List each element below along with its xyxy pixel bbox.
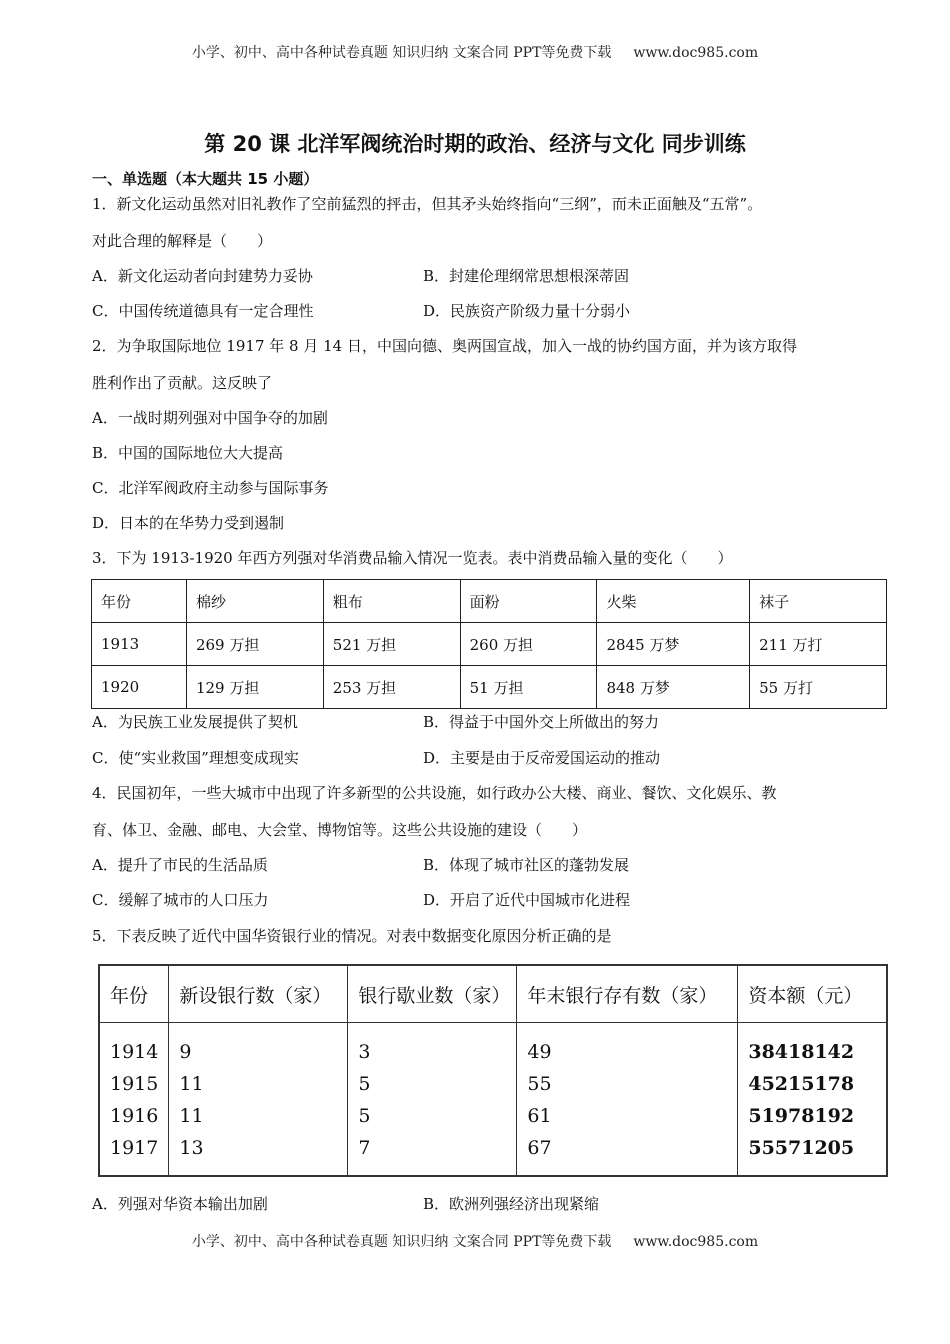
table-row bbox=[99, 1100, 887, 1132]
table-cell: 5 bbox=[348, 1100, 517, 1132]
table-cell: 67 bbox=[517, 1132, 738, 1176]
table-cell: 1916 bbox=[99, 1100, 169, 1132]
q2-option-d: D．日本的在华势力受到遏制 bbox=[92, 514, 285, 532]
table-cell: 45215178 bbox=[748, 1073, 855, 1095]
q3-table bbox=[91, 579, 887, 709]
page-header bbox=[0, 42, 950, 62]
table-cell: 55571205 bbox=[748, 1137, 855, 1159]
table-cell: 61 bbox=[517, 1100, 738, 1132]
table-header-cell: 年份 bbox=[99, 965, 169, 1023]
table-cell: 1914 bbox=[99, 1023, 169, 1069]
page-footer bbox=[0, 1231, 950, 1251]
table-cell: 129 万担 bbox=[186, 666, 323, 709]
table-cell: 11 bbox=[169, 1068, 348, 1100]
table-cell: 1917 bbox=[99, 1132, 169, 1176]
q1-stem: 1．新文化运动虽然对旧礼教作了空前猛烈的抨击，但其矛头始终指向“三纲”，而未正面触及“五常”。 bbox=[92, 195, 763, 213]
q1-stem-cont: 对此合理的解释是（ ） bbox=[92, 232, 273, 250]
table-header-row bbox=[99, 965, 887, 1023]
q3-option-b: B．得益于中国外交上所做出的努力 bbox=[423, 713, 660, 731]
header-text: 小学、初中、高中各种试卷真题 知识归纳 文案合同 PPT等免费下载 bbox=[191, 45, 612, 61]
table-cell: 2845 万梦 bbox=[597, 623, 750, 666]
table-header-cell: 火柴 bbox=[597, 580, 750, 623]
table-cell: 211 万打 bbox=[750, 623, 887, 666]
table-header-cell: 袜子 bbox=[750, 580, 887, 623]
table-row bbox=[92, 623, 887, 666]
table-cell: 51 万担 bbox=[460, 666, 597, 709]
table-header-cell: 粗布 bbox=[323, 580, 460, 623]
table-header-cell: 资本额（元） bbox=[738, 965, 887, 1023]
footer-url[interactable]: www.doc985.com bbox=[633, 1234, 759, 1250]
table-cell: 260 万担 bbox=[460, 623, 597, 666]
q4-option-c: C．缓解了城市的人口压力 bbox=[92, 891, 269, 909]
q1-option-c: C．中国传统道德具有一定合理性 bbox=[92, 302, 314, 320]
q2-stem-cont: 胜利作出了贡献。这反映了 bbox=[92, 374, 273, 392]
q5-stem: 5．下表反映了近代中国华资银行业的情况。对表中数据变化原因分析正确的是 bbox=[92, 927, 612, 945]
page-title: 第 20 课 北洋军阀统治时期的政治、经济与文化 同步训练 bbox=[204, 132, 746, 156]
table-row bbox=[99, 1068, 887, 1100]
table-row bbox=[99, 1132, 887, 1176]
table-row bbox=[92, 666, 887, 709]
q3-option-c: C．使“实业救国”理想变成现实 bbox=[92, 749, 299, 767]
q4-option-b: B．体现了城市社区的蓬勃发展 bbox=[423, 856, 630, 874]
table-cell: 11 bbox=[169, 1100, 348, 1132]
section-heading: 一、单选题（本大题共 15 小题） bbox=[92, 170, 319, 188]
q3-option-a: A．为民族工业发展提供了契机 bbox=[92, 713, 298, 731]
q5-table-image bbox=[98, 964, 888, 1177]
table-cell: 49 bbox=[517, 1023, 738, 1069]
q4-option-a: A．提升了市民的生活品质 bbox=[92, 856, 268, 874]
q2-option-a: A．一战时期列强对中国争夺的加剧 bbox=[92, 409, 328, 427]
table-cell: 1913 bbox=[92, 623, 187, 666]
footer-text: 小学、初中、高中各种试卷真题 知识归纳 文案合同 PPT等免费下载 bbox=[191, 1234, 612, 1250]
table-header-row bbox=[92, 580, 887, 623]
q1-option-a: A．新文化运动者向封建势力妥协 bbox=[92, 267, 313, 285]
table-header-cell: 面粉 bbox=[460, 580, 597, 623]
table-cell: 51978192 bbox=[748, 1105, 855, 1127]
table-cell: 1915 bbox=[99, 1068, 169, 1100]
table-cell: 9 bbox=[169, 1023, 348, 1069]
q3-option-d: D．主要是由于反帝爱国运动的推动 bbox=[423, 749, 661, 767]
q1-option-b: B．封建伦理纲常思想根深蒂固 bbox=[423, 267, 630, 285]
table-cell: 7 bbox=[348, 1132, 517, 1176]
table-cell: 5 bbox=[348, 1068, 517, 1100]
q3-stem: 3．下为 1913-1920 年西方列强对华消费品输入情况一览表。表中消费品输入量的变化（ ） bbox=[92, 549, 733, 567]
table-header-cell: 年末银行存有数（家） bbox=[517, 965, 738, 1023]
q4-stem-cont: 育、体卫、金融、邮电、大会堂、博物馆等。这些公共设施的建设（ ） bbox=[92, 821, 588, 839]
q5-option-a: A．列强对华资本输出加剧 bbox=[92, 1195, 268, 1213]
q4-option-d: D．开启了近代中国城市化进程 bbox=[423, 891, 631, 909]
table-cell: 55 万打 bbox=[750, 666, 887, 709]
table-cell: 848 万梦 bbox=[597, 666, 750, 709]
table-cell: 1920 bbox=[92, 666, 187, 709]
table-cell: 38418142 bbox=[748, 1041, 855, 1063]
table-cell: 13 bbox=[169, 1132, 348, 1176]
table-header-cell: 新设银行数（家） bbox=[169, 965, 348, 1023]
table-header-cell: 年份 bbox=[92, 580, 187, 623]
table-header-cell: 银行歇业数（家） bbox=[348, 965, 517, 1023]
table-cell: 269 万担 bbox=[186, 623, 323, 666]
table-cell: 55 bbox=[517, 1068, 738, 1100]
table-row bbox=[99, 1023, 887, 1069]
q2-option-c: C．北洋军阀政府主动参与国际事务 bbox=[92, 479, 329, 497]
table-cell: 253 万担 bbox=[323, 666, 460, 709]
q1-option-d: D．民族资产阶级力量十分弱小 bbox=[423, 302, 631, 320]
q2-option-b: B．中国的国际地位大大提高 bbox=[92, 444, 284, 462]
q2-stem: 2．为争取国际地位 1917 年 8 月 14 日，中国向德、奥两国宣战，加入一战的协约国方面，并为该方取得 bbox=[92, 337, 797, 355]
q5-option-b: B．欧洲列强经济出现紧缩 bbox=[423, 1195, 600, 1213]
header-url[interactable]: www.doc985.com bbox=[633, 45, 759, 61]
q4-stem: 4．民国初年，一些大城市中出现了许多新型的公共设施，如行政办公大楼、商业、餐饮、文化娱乐、教 bbox=[92, 784, 777, 802]
table-cell: 521 万担 bbox=[323, 623, 460, 666]
table-header-cell: 棉纱 bbox=[186, 580, 323, 623]
table-cell: 3 bbox=[348, 1023, 517, 1069]
